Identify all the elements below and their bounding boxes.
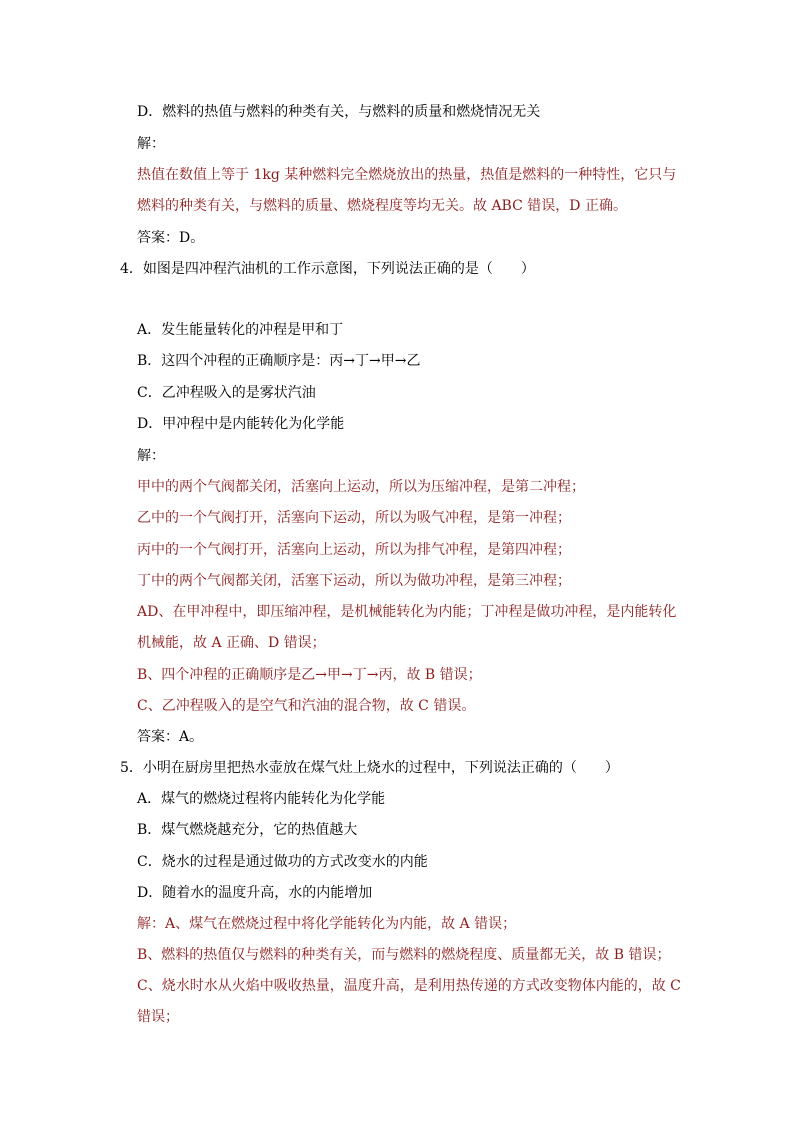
option-d-q4: D．甲冲程中是内能转化为化学能 bbox=[137, 416, 345, 432]
solution-line-q4-7: B、四个冲程的正确顺序是乙→甲→丁→丙，故 B 错误； bbox=[137, 667, 482, 683]
answer-q3: 答案：D。 bbox=[137, 230, 205, 246]
option-c-q4: C．乙冲程吸入的是雾状汽油 bbox=[137, 385, 316, 401]
option-c-q5: C．烧水的过程是通过做功的方式改变水的内能 bbox=[137, 854, 428, 870]
option-b-q5: B．煤气燃烧越充分，它的热值越大 bbox=[137, 822, 358, 838]
solution-line-q4-3: 丙中的一个气阀打开，活塞向上运动，所以为排气冲程，是第四冲程； bbox=[137, 542, 571, 558]
solution-line-q5-1: 解：A、煤气在燃烧过程中将化学能转化为内能，故 A 错误； bbox=[137, 916, 517, 932]
solution-line-q4-5: AD、在甲冲程中，即压缩冲程，是机械能转化为内能；丁冲程是做功冲程，是内能转化 bbox=[137, 604, 677, 620]
answer-q4: 答案：A。 bbox=[137, 729, 204, 745]
option-a-q4: A．发生能量转化的冲程是甲和丁 bbox=[137, 322, 344, 338]
option-b-q4: B．这四个冲程的正确顺序是：丙→丁→甲→乙 bbox=[137, 353, 421, 369]
solution-line-q4-4: 丁中的两个气阀都关闭，活塞下运动，所以为做功冲程，是第三冲程； bbox=[137, 573, 571, 589]
solution-line-q5-3: C、烧水时水从火焰中吸收热量，温度升高，是利用热传递的方式改变物体内能的，故 C bbox=[137, 978, 681, 994]
solution-line-q5-2: B、燃料的热值仅与燃料的种类有关，而与燃料的燃烧程度、质量都无关，故 B 错误； bbox=[137, 947, 671, 963]
solution-label-q3: 解： bbox=[137, 136, 165, 152]
solution-label-q4: 解： bbox=[137, 448, 165, 464]
solution-line-q4-6: 机械能，故 A 正确、D 错误； bbox=[137, 635, 326, 651]
question-5: 5．小明在厨房里把热水壶放在煤气灶上烧水的过程中，下列说法正确的（ ） bbox=[120, 760, 619, 776]
question-4: 4．如图是四冲程汽油机的工作示意图，下列说法正确的是（ ） bbox=[120, 261, 535, 277]
solution-line-q3-1: 热值在数值上等于 1kg 某种燃料完全燃烧放出的热量，热值是燃料的一种特性，它只与 bbox=[137, 167, 677, 183]
option-a-q5: A．煤气的燃烧过程将内能转化为化学能 bbox=[137, 791, 386, 807]
solution-line-q5-4: 错误； bbox=[137, 1009, 179, 1025]
option-d-q3: D．燃料的热值与燃料的种类有关，与燃料的质量和燃烧情况无关 bbox=[137, 104, 541, 120]
solution-line-q4-2: 乙中的一个气阀打开，活塞向下运动，所以为吸气冲程，是第一冲程； bbox=[137, 510, 571, 526]
solution-line-q4-8: C、乙冲程吸入的是空气和汽油的混合物，故 C 错误。 bbox=[137, 698, 476, 714]
solution-line-q3-2: 燃料的种类有关，与燃料的质量、燃烧程度等均无关。故 ABC 错误，D 正确。 bbox=[137, 198, 627, 214]
option-d-q5: D．随着水的温度升高，水的内能增加 bbox=[137, 885, 373, 901]
solution-line-q4-1: 甲中的两个气阀都关闭，活塞向上运动，所以为压缩冲程，是第二冲程； bbox=[137, 479, 585, 495]
